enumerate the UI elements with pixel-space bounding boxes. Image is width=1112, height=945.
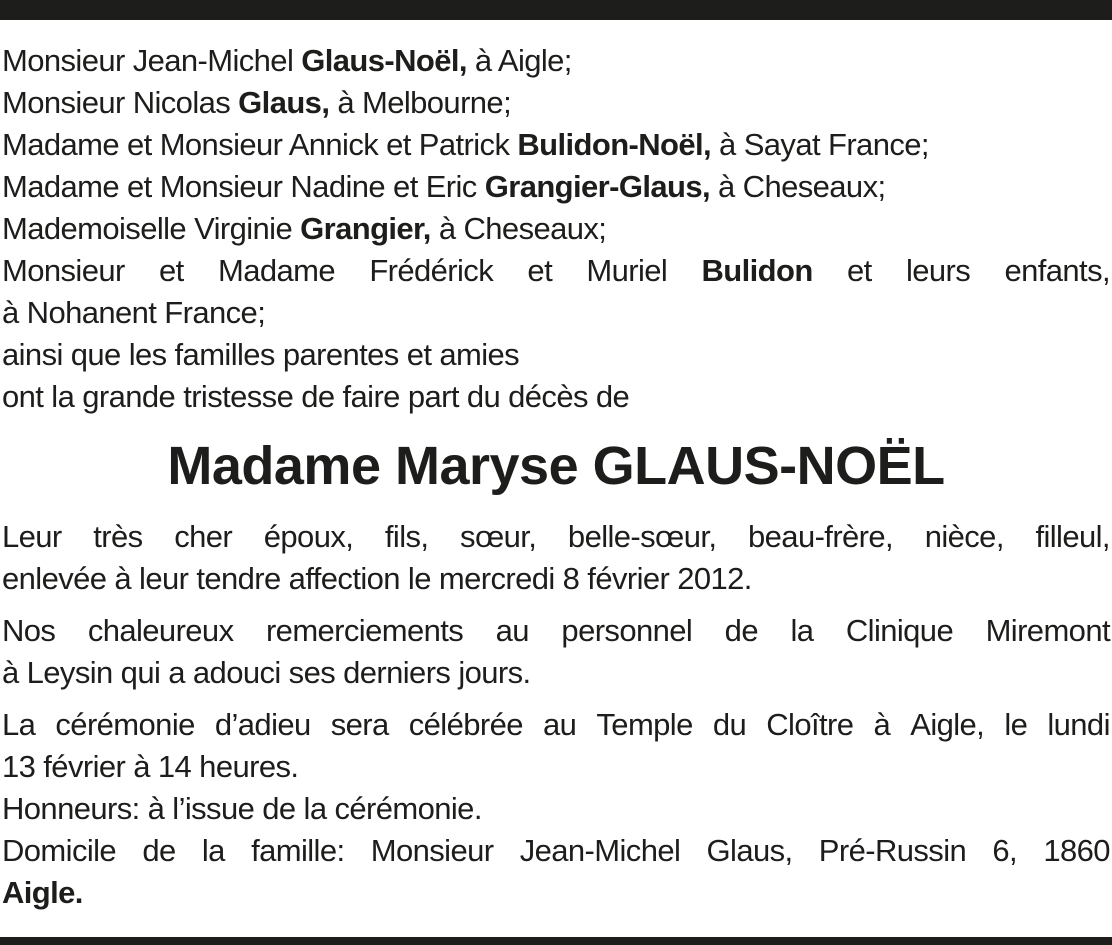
obituary-notice bbox=[2, 40, 1110, 914]
closing-line: ainsi que les familles parentes et amies bbox=[2, 337, 520, 372]
family-line: Mademoiselle Virginie Grangier, à Cheseaux; bbox=[2, 211, 607, 246]
family-line: Monsieur Jean-Michel Glaus-Noël, à Aigle; bbox=[2, 43, 572, 78]
top-rule bbox=[0, 0, 1112, 20]
relation-paragraph: Leur très cher époux, fils, sœur, belle-sœur, beau-frère, nièce, filleul, enlevée à leur tendre affection le mercredi 8 février 2012. bbox=[2, 519, 1110, 596]
family-line: Madame et Monsieur Annick et Patrick Bulidon-Noël, à Sayat France; bbox=[2, 127, 929, 162]
family-line: à Nohanent France; bbox=[2, 295, 266, 330]
family-surname: Grangier, bbox=[300, 211, 431, 246]
bulidon-family-line: Monsieur et Madame Frédérick et Muriel Bulidon et leurs enfants, bbox=[2, 250, 1110, 292]
domicile-city: Aigle. bbox=[2, 875, 83, 910]
family-surname: Bulidon bbox=[701, 253, 813, 288]
family-surname: Grangier-Glaus, bbox=[484, 169, 711, 204]
thanks-paragraph: Nos chaleureux remerciements au personnel de la Clinique Miremont à Leysin qui a adouci ses derniers jours. bbox=[2, 613, 1110, 690]
domicile-line: Domicile de la famille: Monsieur Jean-Michel Glaus, Pré-Russin 6, 1860 bbox=[2, 833, 1110, 868]
bottom-rule bbox=[0, 937, 1112, 945]
family-surname: Glaus-Noël, bbox=[301, 43, 467, 78]
family-line: Monsieur Nicolas Glaus, à Melbourne; bbox=[2, 85, 512, 120]
closing-line: ont la grande tristesse de faire part du décès de bbox=[2, 379, 630, 414]
family-surname: Bulidon-Noël, bbox=[517, 127, 712, 162]
family-line: Madame et Monsieur Nadine et Eric Grangier-Glaus, à Cheseaux; bbox=[2, 169, 886, 204]
ceremony-paragraph: La cérémonie d’adieu sera célébrée au Temple du Cloître à Aigle, le lundi 13 février à 14 heures. Honneurs: à l’issue de la cérémonie. Domicile de la famille: Monsieur Jean-Michel Glaus, Pré-Russin 6, 1860 Aigle. bbox=[2, 704, 1110, 914]
deceased-name: Madame Maryse GLAUS-NOËL bbox=[167, 436, 945, 496]
family-surname: Glaus, bbox=[238, 85, 330, 120]
family-list bbox=[2, 40, 1110, 418]
honours-line: Honneurs: à l’issue de la cérémonie. bbox=[2, 791, 482, 826]
